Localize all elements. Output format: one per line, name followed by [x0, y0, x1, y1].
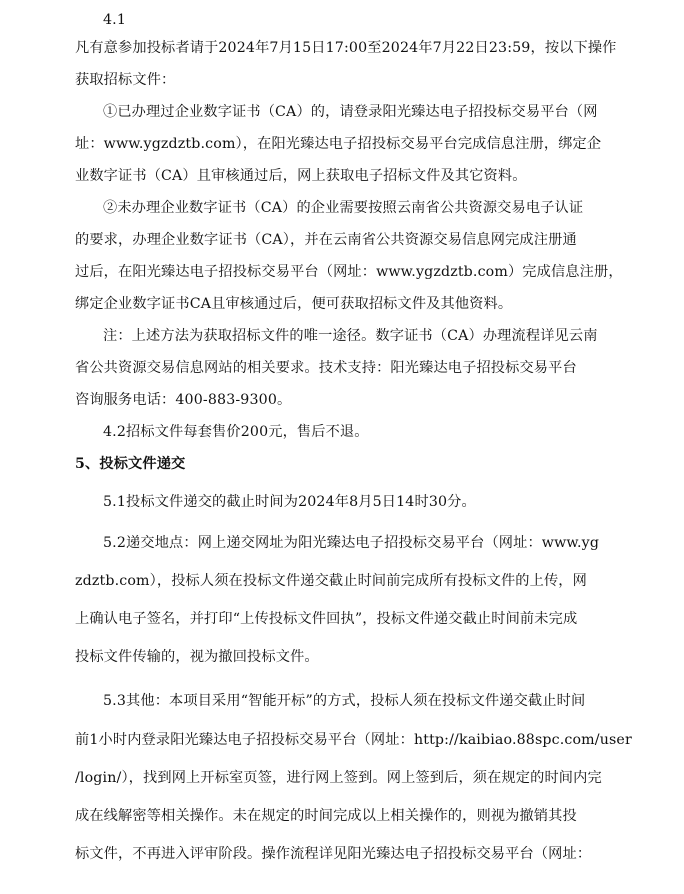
paragraph-line: zdztb.com），投标人须在投标文件递交截止时间前完成所有投标文件的上传，网 [75, 573, 587, 589]
paragraph-line: 绑定企业数字证书CA且审核通过后，便可获取招标文件及其他资料。 [75, 296, 513, 312]
paragraph-line: 业数字证书（CA）且审核通过后，网上获取电子招标文件及其它资料。 [75, 168, 527, 184]
section-heading: 5、投标文件递交 [75, 456, 186, 472]
paragraph-line: 址：www.ygzdztb.com），在阳光臻达电子招投标交易平台完成信息注册，绑定企 [75, 136, 602, 152]
paragraph-line: 5.2递交地点：网上递交网址为阳光臻达电子招投标交易平台（网址：www.yg [103, 535, 600, 551]
paragraph-line: 标文件，不再进入评审阶段。操作流程详见阳光臻达电子招投标交易平台（网址： [75, 846, 592, 862]
paragraph-line: ①已办理过企业数字证书（CA）的，请登录阳光臻达电子招投标交易平台（网 [103, 104, 598, 120]
paragraph-line: 成在线解密等相关操作。未在规定的时间完成以上相关操作的，则视为撤销其投 [75, 808, 577, 824]
paragraph-line: 咨询服务电话：400-883-9300。 [75, 392, 292, 408]
paragraph-line: 5.3其他：本项目采用“智能开标”的方式，投标人须在投标文件递交截止时间 [103, 693, 586, 709]
section-number: 4.1 [103, 12, 127, 28]
paragraph-line: /login/），找到网上开标室页签，进行网上签到。网上签到后，须在规定的时间内完 [75, 770, 602, 786]
paragraph-line: 获取招标文件： [75, 72, 176, 88]
paragraph-line: 5.1投标文件递交的截止时间为2024年8月5日14时30分。 [103, 494, 476, 510]
paragraph-line: 4.2招标文件每套售价200元，售后不退。 [103, 424, 369, 440]
paragraph-line: 的要求，办理企业数字证书（CA），并在云南省公共资源交易信息网完成注册通 [75, 232, 577, 248]
paragraph-line: 省公共资源交易信息网站的相关要求。技术支持：阳光臻达电子招投标交易平台 [75, 360, 577, 376]
paragraph-line: 注：上述方法为获取招标文件的唯一途径。数字证书（CA）办理流程详见云南 [103, 328, 598, 344]
paragraph-line: ②未办理企业数字证书（CA）的企业需要按照云南省公共资源交易电子认证 [103, 200, 584, 216]
paragraph-line: 上确认电子签名，并打印“上传投标文件回执”，投标文件递交截止时间前未完成 [75, 611, 578, 627]
paragraph-line: 凡有意参加投标者请于2024年7月15日17:00至2024年7月22日23:59，按以下操作 [75, 40, 617, 56]
paragraph-line: 前1小时内登录阳光臻达电子招投标交易平台（网址：http://kaibiao.88spc.com/user [75, 732, 632, 748]
paragraph-line: 过后，在阳光臻达电子招投标交易平台（网址：www.ygzdztb.com）完成信息注册， [75, 264, 623, 280]
paragraph-line: 投标文件传输的，视为撤回投标文件。 [75, 649, 319, 665]
